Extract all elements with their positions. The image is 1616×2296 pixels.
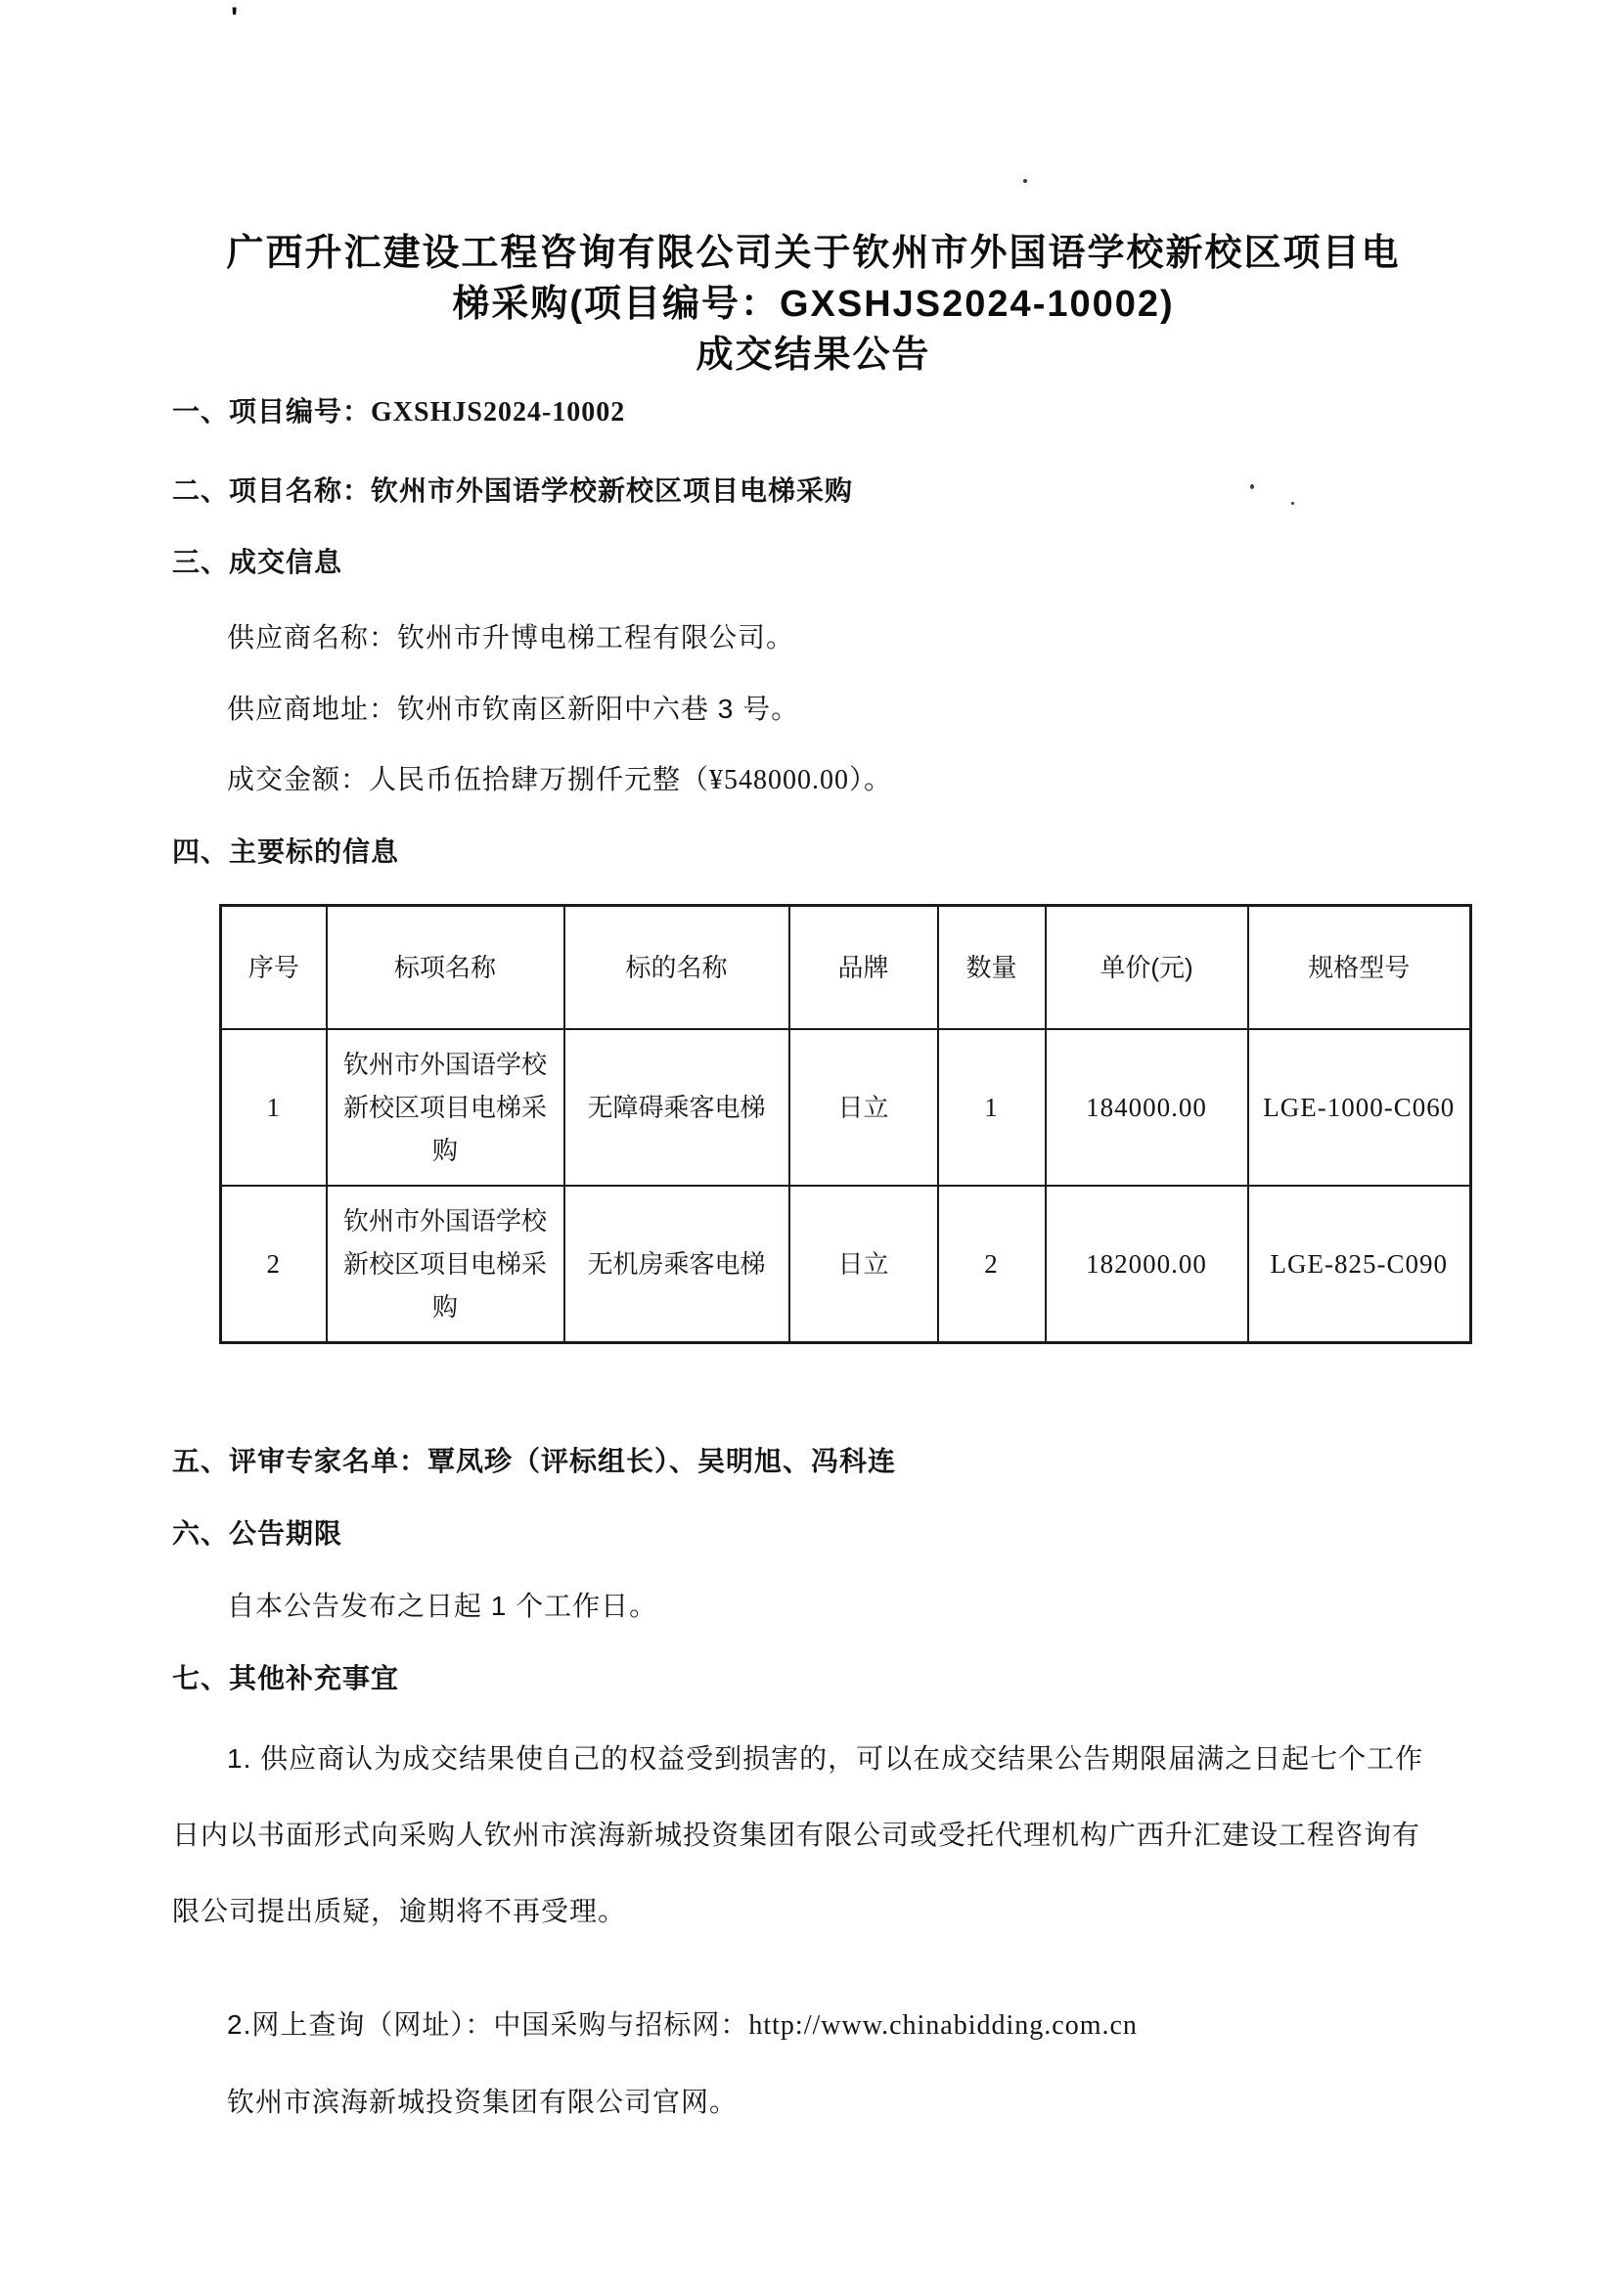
- chinabidding-url: http://www.chinabidding.com.cn: [748, 2010, 1138, 2041]
- period-text-line: 自本公告发布之日起 1 个工作日。: [227, 1591, 658, 1621]
- document-title: [172, 228, 1455, 381]
- header-lot-name: 标项名称: [327, 906, 564, 1030]
- para1-line3: 限公司提出质疑，逾期将不再受理。: [172, 1896, 627, 1926]
- section-project-name: 二、项目名称：钦州市外国语学校新校区项目电梯采购: [172, 475, 854, 506]
- header-seq-no: 序号: [221, 906, 327, 1030]
- section-project-number: [172, 392, 1455, 432]
- award-amount-value: ¥548000.00: [709, 765, 850, 795]
- para2-line: [172, 2005, 1455, 2046]
- project-number-label: 一、项目编号：: [172, 396, 372, 427]
- title-line-2: 梯采购(项目编号：GXSHJS2024-10002): [452, 284, 1175, 325]
- table-row: [221, 1186, 1471, 1343]
- cell-brand: 日立: [789, 1186, 938, 1343]
- supplier-name-line: 供应商名称：钦州市升博电梯工程有限公司。: [227, 622, 795, 653]
- cell-lot-name: 钦州市外国语学校新校区项目电梯采购: [327, 1186, 564, 1343]
- cell-unit-price: 182000.00: [1046, 1186, 1248, 1343]
- bid-items-table-header: [221, 906, 1471, 1030]
- cell-quantity: 2: [938, 1186, 1046, 1343]
- header-subject-name: 标的名称: [564, 906, 789, 1030]
- award-amount-prefix: 成交金额：人民币伍拾肆万捌仟元整（: [227, 764, 710, 794]
- supplier-address-line: 供应商地址：钦州市钦南区新阳中六巷 3 号。: [227, 694, 800, 724]
- cell-brand: 日立: [789, 1029, 938, 1186]
- section-award-info-heading: 三、成交信息: [172, 547, 343, 577]
- para3-line: 钦州市滨海新城投资集团有限公司官网。: [227, 2087, 739, 2117]
- cell-seq-no: 2: [221, 1186, 327, 1343]
- bid-items-table-body: [221, 1029, 1471, 1343]
- cell-subject-name: 无机房乘客电梯: [564, 1186, 789, 1343]
- table-header-row: [221, 906, 1471, 1030]
- cell-model: LGE-825-C090: [1248, 1186, 1471, 1343]
- bid-items-table: [219, 904, 1472, 1344]
- cell-subject-name: 无障碍乘客电梯: [564, 1029, 789, 1186]
- section-bid-items-heading: 四、主要标的信息: [172, 836, 400, 867]
- award-amount-suffix: ）。: [849, 764, 893, 794]
- section-period-heading: 六、公告期限: [172, 1518, 343, 1549]
- table-row: [221, 1029, 1471, 1186]
- para1-line2: 日内以书面形式向采购人钦州市滨海新城投资集团有限公司或受托代理机构广西升汇建设工程咨询有: [172, 1820, 1421, 1850]
- section-other-heading: 七、其他补充事宜: [172, 1663, 400, 1693]
- award-amount-line: [172, 760, 1455, 800]
- cell-quantity: 1: [938, 1029, 1046, 1186]
- para1-line1: 1. 供应商认为成交结果使自己的权益受到损害的，可以在成交结果公告期限届满之日起七个工作: [227, 1743, 1424, 1774]
- project-number-value: GXSHJS2024-10002: [371, 397, 626, 428]
- title-line-3: 成交结果公告: [696, 335, 931, 376]
- para2-label: 2.网上查询（网址）：中国采购与招标网：: [227, 2009, 749, 2040]
- section-experts: 五、评审专家名单：覃凤珍（评标组长）、吴明旭、冯科连: [172, 1446, 897, 1476]
- cell-unit-price: 184000.00: [1046, 1029, 1248, 1186]
- header-model: 规格型号: [1248, 906, 1471, 1030]
- cell-lot-name: 钦州市外国语学校新校区项目电梯采购: [327, 1029, 564, 1186]
- cell-seq-no: 1: [221, 1029, 327, 1186]
- header-brand: 品牌: [789, 906, 938, 1030]
- cell-model: LGE-1000-C060: [1248, 1029, 1471, 1186]
- header-quantity: 数量: [938, 906, 1046, 1030]
- title-line-1: 广西升汇建设工程咨询有限公司关于钦州市外国语学校新校区项目电: [226, 233, 1401, 274]
- scan-stray-mark: ': [231, 2, 239, 34]
- header-unit-price: 单价(元): [1046, 906, 1248, 1030]
